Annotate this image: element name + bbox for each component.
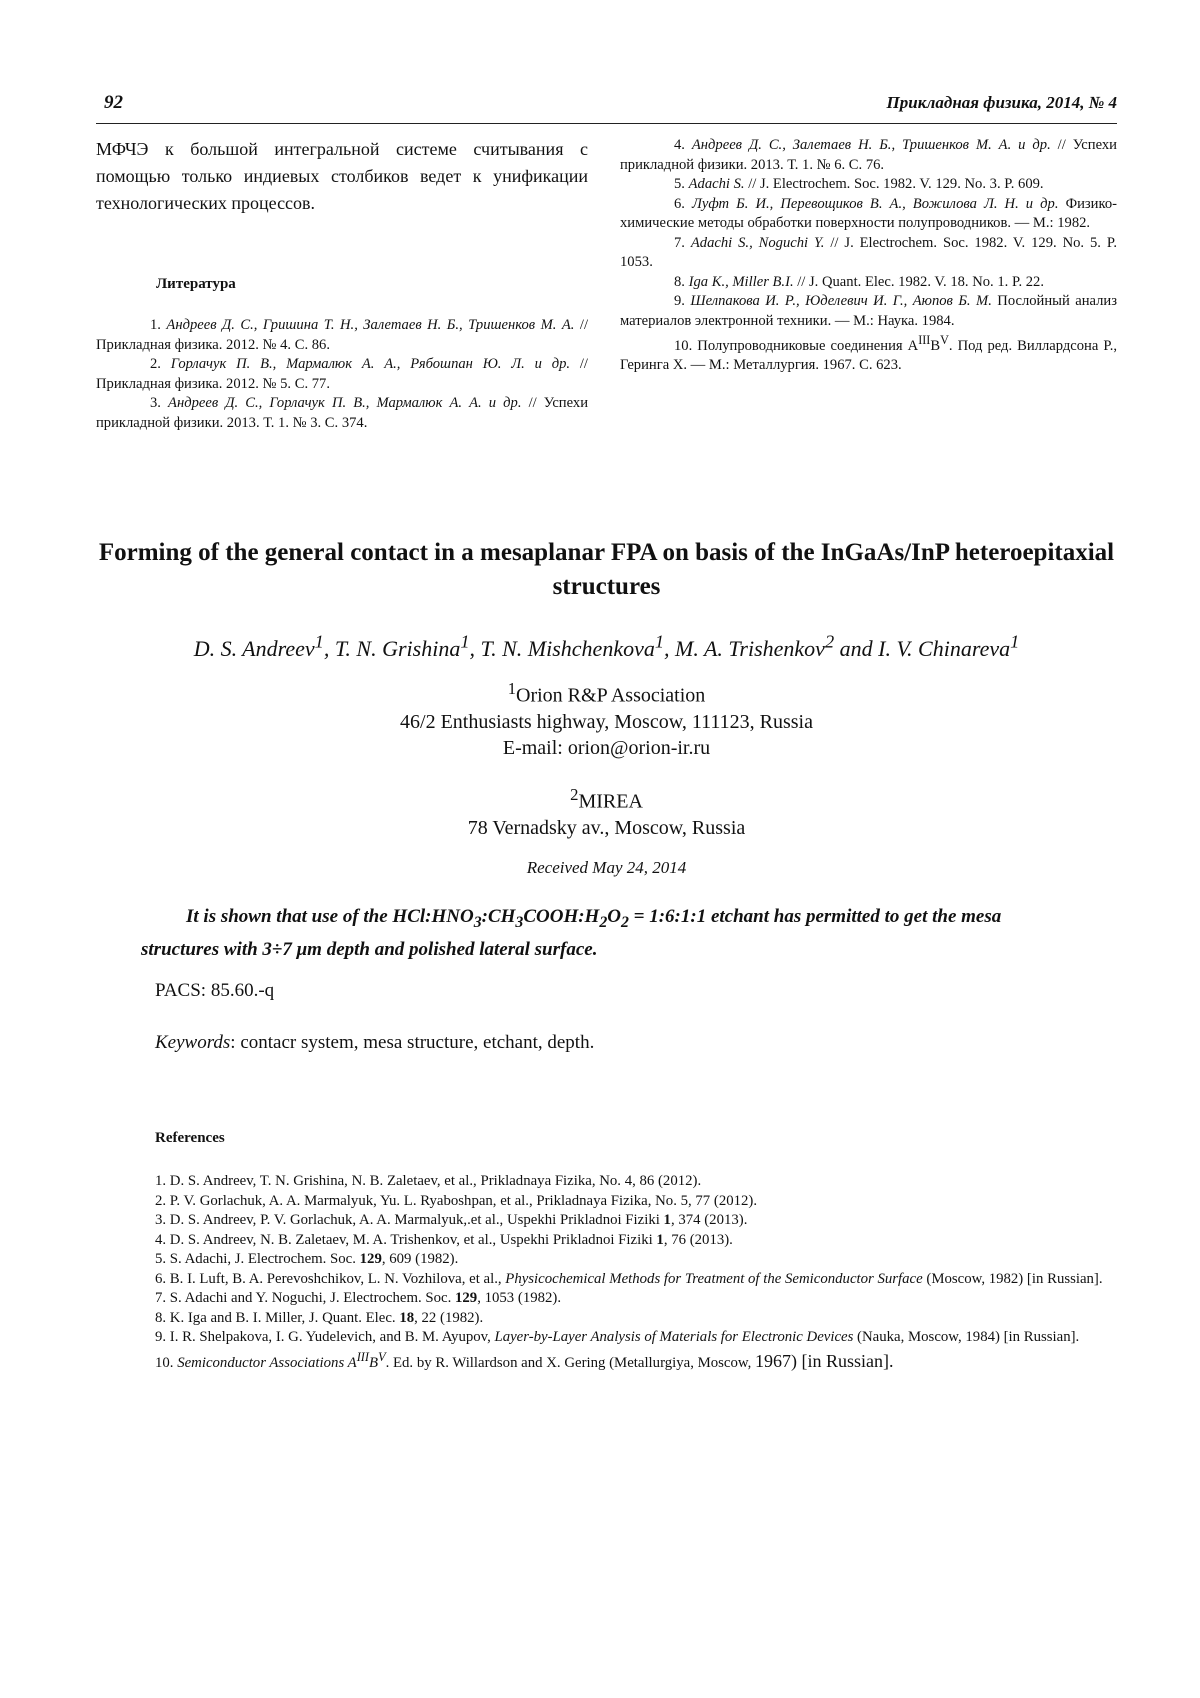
- left-column: [96, 136, 589, 431]
- references-heading: References: [155, 1130, 225, 1146]
- author: M. A. Trishenkov$^2$ and: [675, 632, 879, 662]
- ru-reference-item: 8. Iga K., Miller B.I. // J. Quant. Elec. 1982. V. 18. No. 1. P. 22.: [674, 273, 1044, 290]
- ru-reference-item: 3. Андреев Д. С., Горлачук П. В., Мармалюк А. А. и др. // Успехи прикладной физики. 2013. Т. 1. № 3. С. 374.: [96, 395, 589, 431]
- reference-item: 5. S. Adachi, J. Electrochem. Soc. 129, 609 (1982).: [155, 1251, 459, 1267]
- ru-reference-item: 10. Полупроводниковые соединения $A^{III}B^V$. Под ред. Виллардсона Р., Геринга Х. — М.: Металлургия. 1967. С. 623.: [620, 333, 1117, 374]
- ru-reference-item: 7. Adachi S., Noguchi Y. // J. Electrochem. Soc. 1982. V. 129. No. 5. P. 1053.: [620, 234, 1117, 270]
- reference-item: 8. K. Iga and B. I. Miller, J. Quant. Elec. 18, 22 (1982).: [155, 1309, 484, 1326]
- reference-item: 9. I. R. Shelpakova, I. G. Yudelevich, and B. M. Ayupov, Layer-by-Layer Analysis of Materials for Electronic Devices (Nauka, Moscow, 1984) [in Russian].: [155, 1329, 1080, 1345]
- page-number: 92: [104, 92, 123, 113]
- ru-reference-item: 1. Андреев Д. С., Гришина Т. Н., Залетаев Н. Б., Тришенков М. А. // Прикладная физика. 2012. № 4. С. 86.: [96, 317, 588, 353]
- author: T. N. Mishchenkova$^1$,: [480, 632, 676, 662]
- literature-heading: Литература: [156, 276, 236, 292]
- reference-item: 1. D. S. Andreev, T. N. Grishina, N. B. Zaletaev, et al., Prikladnaya Fizika, No. 4, 86 (2012).: [155, 1173, 702, 1189]
- reference-item: 3. D. S. Andreev, P. V. Gorlachuk, A. A. Marmalyuk,.et al., Uspekhi Prikladnoi Fiziki 1, 374 (2013).: [155, 1212, 748, 1228]
- ru-reference-list-right: [620, 136, 1117, 376]
- reference-item: 10. Semiconductor Associations $A^{III}B^V$. Ed. by R. Willardson and X. Gering (Metallurgiya, Moscow, 1967) [in Russian].: [155, 1349, 894, 1371]
- ru-reference-item: 2. Горлачук П. В., Мармалюк А. А., Рябошпан Ю. Л. и др. // Прикладная физика. 2012. № 5. С. 77.: [96, 356, 588, 392]
- received-date: Received May 24, 2014: [526, 858, 687, 877]
- ru-reference-list-left: [96, 316, 588, 433]
- en-reference-list: [155, 1172, 1110, 1373]
- ru-reference-item: 5. Adachi S. // J. Electrochem. Soc. 1982. V. 129. No. 3. P. 609.: [674, 176, 1044, 192]
- pacs-code: PACS: 85.60.-q: [155, 980, 275, 1001]
- article-title: Forming of the general contact in a mesaplanar FPA on basis of the InGaAs/InP heteroepitaxial structures: [98, 539, 1115, 600]
- author: T. N. Grishina$^1$,: [334, 632, 481, 662]
- ru-reference-item: 6. Луфт Б. И., Перевощиков В. А., Вожилова Л. Н. и др. Физико-химические методы обработки поверхности полупроводников. — М.: 1982.: [620, 195, 1117, 231]
- ru-reference-item: 4. Андреев Д. С., Залетаев Н. Б., Тришенков М. А. и др. // Успехи прикладной физики. 2013. Т. 1. № 6. С. 76.: [620, 137, 1117, 173]
- abstract: It is shown that use of the $HCl:HNO_3:CH_3COOH:H_2O_2$ = 1:6:1:1 etchant has permitted to get the mesa structures with 3÷7 μm depth and polished lateral surface.: [141, 906, 1002, 960]
- author-list: [96, 632, 1117, 662]
- reference-item: 4. D. S. Andreev, N. B. Zaletaev, M. A. Trishenkov, et al., Uspekhi Prikladnoi Fiziki 1, 76 (2013).: [155, 1231, 733, 1248]
- ru-reference-item: 9. Шелпакова И. Р., Юделевич И. Г., Аюпов Б. М. Послойный анализ материалов электронной техники. — М.: Наука. 1984.: [620, 293, 1117, 329]
- author: D. S. Andreev$^1$,: [193, 632, 335, 662]
- closing-paragraph: МФЧЭ к большой интегральной системе считывания с помощью только индиевых столбиков ведет к унификации технологических процессов.: [96, 139, 588, 213]
- header-rule: [96, 123, 1117, 124]
- reference-item: 2. P. V. Gorlachuk, A. A. Marmalyuk, Yu. L. Ryaboshpan, et al., Prikladnaya Fizika, No. 5, 77 (2012).: [155, 1192, 758, 1209]
- journal-header: Прикладная физика, 2014, № 4: [886, 93, 1117, 112]
- keywords: Keywords: contacr system, mesa structure, etchant, depth.: [155, 1032, 595, 1053]
- reference-item: 7. S. Adachi and Y. Noguchi, J. Electrochem. Soc. 129, 1053 (1982).: [155, 1290, 562, 1306]
- author: I. V. Chinareva$^1$: [878, 632, 1020, 662]
- email-text: E-mail: orion@orion-ir.ru: [502, 736, 711, 759]
- reference-item: 6. B. I. Luft, B. A. Perevoshchikov, L. N. Vozhilova, et al., Physicochemical Methods for Treatment of the Semiconductor Surface (Moscow, 1982) [in Russian].: [155, 1270, 1103, 1287]
- affiliation-1: $^1$Orion R&P Association 46/2 Enthusiasts highway, Moscow, 111123, Russia E-mail: orion@orion-ir.ru: [96, 676, 1117, 761]
- affiliation-2: $^2$MIREA 78 Vernadsky av., Moscow, Russia: [467, 785, 746, 839]
